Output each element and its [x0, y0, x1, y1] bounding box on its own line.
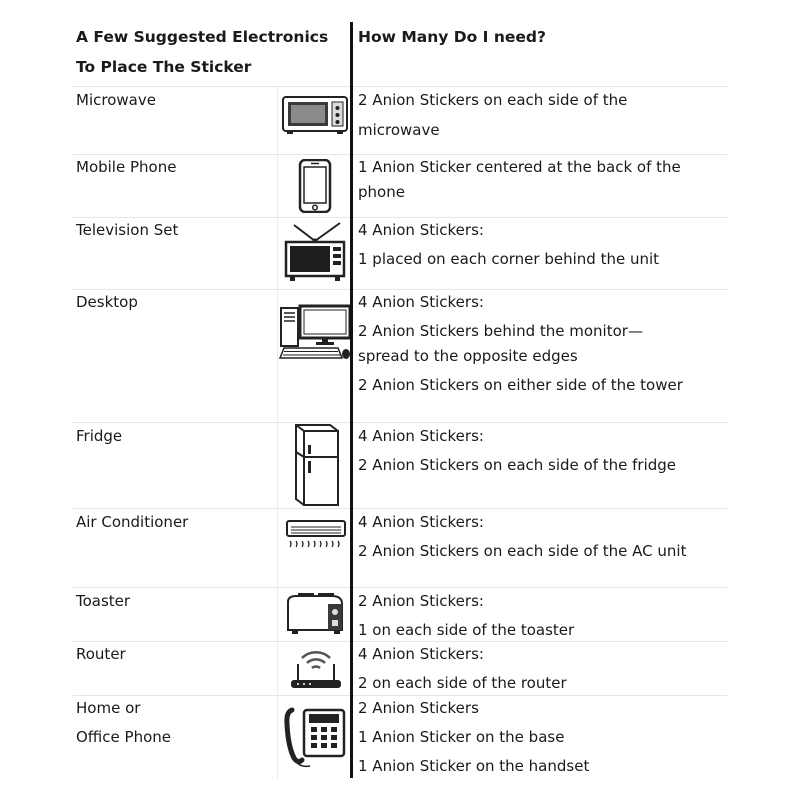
- table-row-desktop: [73, 289, 727, 423]
- instruction-line: 1 Anion Sticker on the base: [358, 728, 565, 746]
- table-row-microwave: [73, 86, 727, 155]
- header-left-line-1: A Few Suggested Electronics: [76, 28, 329, 46]
- device-label: Fridge: [76, 427, 123, 445]
- instruction-line: 2 Anion Stickers on either side of the tower: [358, 376, 683, 394]
- instruction-line: 4 Anion Stickers:: [358, 221, 484, 239]
- header-right-cell: [354, 22, 727, 86]
- device-label: Microwave: [76, 91, 156, 109]
- table-row-mobile-phone: [73, 154, 727, 218]
- device-label: Office Phone: [76, 728, 172, 746]
- toaster-icon: [284, 590, 348, 638]
- instruction-line: 4 Anion Stickers:: [358, 645, 484, 663]
- television-icon: [284, 221, 346, 283]
- table-row-television: [73, 217, 727, 290]
- instruction-line: 2 Anion Stickers behind the monitor—: [358, 322, 643, 340]
- instruction-line: 4 Anion Stickers:: [358, 427, 484, 445]
- instruction-line: 2 Anion Stickers:: [358, 592, 484, 610]
- device-label: Router: [76, 645, 126, 663]
- instruction-line: phone: [358, 183, 405, 201]
- instruction-line: 2 Anion Stickers: [358, 699, 479, 717]
- microwave-icon: [282, 95, 348, 135]
- table-row-air-conditioner: [73, 508, 727, 588]
- table-row-fridge: [73, 422, 727, 509]
- instruction-line: 2 Anion Stickers on each side of the fridge: [358, 456, 677, 474]
- instruction-line: 4 Anion Stickers:: [358, 293, 484, 311]
- device-label: Home or: [76, 699, 141, 717]
- header-right-title: How Many Do I need?: [358, 28, 546, 46]
- instruction-line: 2 Anion Stickers on each side of the: [358, 91, 628, 109]
- device-label: Air Conditioner: [76, 513, 189, 531]
- table-header-row: [73, 22, 727, 86]
- table-row-router: [73, 641, 727, 696]
- instruction-line: microwave: [358, 121, 440, 139]
- air-conditioner-icon: [286, 519, 346, 553]
- device-label: Television Set: [76, 221, 179, 239]
- column-divider: [350, 22, 353, 778]
- table-row-office-phone: [73, 695, 727, 779]
- fridge-icon: [288, 423, 344, 509]
- instruction-line: 2 Anion Stickers on each side of the AC unit: [358, 542, 687, 560]
- table-row-toaster: [73, 587, 727, 642]
- instruction-line: 1 on each side of the toaster: [358, 621, 575, 639]
- device-label: Desktop: [76, 293, 138, 311]
- instruction-line: 2 on each side of the router: [358, 674, 567, 692]
- instruction-line: 4 Anion Stickers:: [358, 513, 484, 531]
- desktop-computer-icon: [278, 304, 352, 362]
- header-left-cell: [73, 22, 329, 86]
- header-left-line-2: To Place The Sticker: [76, 58, 252, 76]
- instruction-line: 1 Anion Sticker centered at the back of the: [358, 158, 681, 176]
- device-label: Toaster: [76, 592, 131, 610]
- instruction-line: spread to the opposite edges: [358, 347, 578, 365]
- instruction-line: 1 Anion Sticker on the handset: [358, 757, 590, 775]
- office-phone-icon: [284, 706, 348, 770]
- device-label: Mobile Phone: [76, 158, 177, 176]
- router-icon: [288, 646, 344, 690]
- instruction-line: 1 placed on each corner behind the unit: [358, 250, 660, 268]
- mobile-phone-icon: [298, 159, 332, 213]
- sticker-placement-table: [73, 22, 727, 778]
